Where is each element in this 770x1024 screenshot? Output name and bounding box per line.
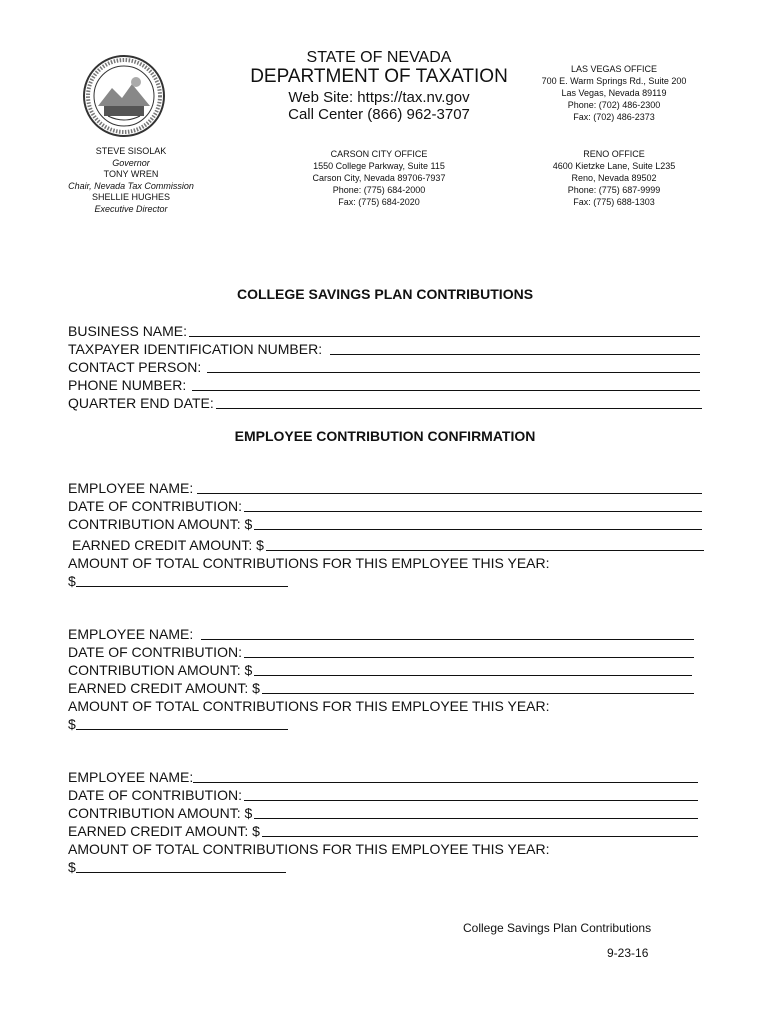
- field-label: BUSINESS NAME:: [68, 323, 188, 339]
- header-department: DEPARTMENT OF TAXATION: [250, 66, 508, 87]
- input-line[interactable]: [76, 858, 286, 873]
- office-line: 1550 College Parkway, Suite 115: [313, 161, 445, 171]
- office-line: Carson City, Nevada 89706-7937: [312, 173, 446, 183]
- business-name-field[interactable]: [68, 322, 700, 340]
- employee-name-field[interactable]: [68, 625, 694, 643]
- contribution-date-field[interactable]: [68, 786, 698, 804]
- office-line: Reno, Nevada 89502: [571, 173, 657, 183]
- field-label: $: [68, 859, 76, 875]
- total-contributions-label: AMOUNT OF TOTAL CONTRIBUTIONS FOR THIS EMPLOYEE THIS YEAR:: [68, 841, 550, 857]
- office-line: CARSON CITY OFFICE: [330, 149, 428, 159]
- nevada-state-seal: [82, 54, 166, 138]
- reno-office: [540, 148, 688, 208]
- field-label: PHONE NUMBER:: [68, 377, 187, 393]
- earned-credit-field[interactable]: [68, 822, 698, 840]
- contribution-date-field[interactable]: [68, 497, 702, 515]
- input-line[interactable]: [254, 515, 702, 530]
- contribution-date-field[interactable]: [68, 643, 694, 661]
- field-label: EARNED CREDIT AMOUNT: $: [68, 680, 260, 696]
- header-state: STATE OF NEVADA: [306, 49, 452, 66]
- header-website: Web Site: https://tax.nv.gov: [288, 89, 470, 106]
- office-line: Las Vegas, Nevada 89119: [561, 88, 667, 98]
- carson-city-office: [300, 148, 458, 208]
- total-contributions-label: AMOUNT OF TOTAL CONTRIBUTIONS FOR THIS EMPLOYEE THIS YEAR:: [68, 555, 550, 571]
- field-label: EARNED CREDIT AMOUNT: $: [72, 537, 264, 553]
- field-label: DATE OF CONTRIBUTION:: [68, 644, 242, 660]
- field-label: DATE OF CONTRIBUTION:: [68, 498, 242, 514]
- las-vegas-office: [540, 63, 688, 123]
- input-line[interactable]: [197, 479, 702, 494]
- header-call-center: Call Center (866) 962-3707: [288, 106, 470, 123]
- taxpayer-id-field[interactable]: [68, 340, 700, 358]
- input-line[interactable]: [244, 643, 694, 658]
- field-label: EMPLOYEE NAME:: [68, 480, 194, 496]
- form-title: COLLEGE SAVINGS PLAN CONTRIBUTIONS: [236, 286, 534, 302]
- official-name: STEVE SISOLAK: [95, 146, 167, 156]
- input-line[interactable]: [254, 661, 692, 676]
- field-label: DATE OF CONTRIBUTION:: [68, 787, 242, 803]
- office-line: 4600 Kietzke Lane, Suite L235: [552, 161, 676, 171]
- input-line[interactable]: [262, 822, 698, 837]
- input-line[interactable]: [330, 340, 700, 355]
- input-line[interactable]: [201, 625, 694, 640]
- input-line[interactable]: [244, 786, 698, 801]
- office-line: 700 E. Warm Springs Rd., Suite 200: [541, 76, 687, 86]
- office-line: Fax: (775) 688-1303: [573, 197, 655, 207]
- office-line: Phone: (702) 486-2300: [567, 100, 661, 110]
- total-contributions-field[interactable]: [68, 858, 286, 876]
- input-line[interactable]: [193, 768, 698, 783]
- input-line[interactable]: [266, 536, 704, 551]
- total-contributions-label: AMOUNT OF TOTAL CONTRIBUTIONS FOR THIS EMPLOYEE THIS YEAR:: [68, 698, 550, 714]
- official-title: Executive Director: [94, 203, 168, 214]
- employee-name-field[interactable]: [68, 479, 702, 497]
- section-title: EMPLOYEE CONTRIBUTION CONFIRMATION: [234, 428, 536, 444]
- contribution-amount-field[interactable]: [68, 661, 692, 679]
- official-name: SHELLIE HUGHES: [91, 192, 171, 202]
- input-line[interactable]: [216, 394, 702, 409]
- field-label: CONTRIBUTION AMOUNT: $: [68, 805, 253, 821]
- office-line: LAS VEGAS OFFICE: [570, 64, 658, 74]
- input-line[interactable]: [262, 679, 694, 694]
- field-label: CONTRIBUTION AMOUNT: $: [68, 662, 253, 678]
- total-contributions-field[interactable]: [68, 715, 288, 733]
- office-line: Fax: (775) 684-2020: [338, 197, 420, 207]
- quarter-end-date-field[interactable]: [68, 394, 702, 412]
- contribution-amount-field[interactable]: [68, 804, 698, 822]
- official-name: TONY WREN: [103, 169, 159, 179]
- field-label: EMPLOYEE NAME:: [68, 769, 194, 785]
- input-line[interactable]: [244, 497, 702, 512]
- input-line[interactable]: [76, 572, 288, 587]
- input-line[interactable]: [76, 715, 288, 730]
- official-title: Chair, Nevada Tax Commission: [68, 180, 194, 191]
- input-line[interactable]: [254, 804, 698, 819]
- field-label: TAXPAYER IDENTIFICATION NUMBER:: [68, 341, 323, 357]
- contribution-amount-field[interactable]: [68, 515, 702, 533]
- total-contributions-field[interactable]: [68, 572, 288, 590]
- earned-credit-field[interactable]: [68, 679, 694, 697]
- field-label: CONTACT PERSON:: [68, 359, 202, 375]
- field-label: QUARTER END DATE:: [68, 395, 214, 411]
- official-title: Governor: [112, 157, 150, 168]
- office-line: Phone: (775) 684-2000: [332, 185, 426, 195]
- field-label: EARNED CREDIT AMOUNT: $: [68, 823, 260, 839]
- officials-list: [60, 146, 202, 215]
- footer-form-name: College Savings Plan Contributions: [463, 921, 652, 935]
- field-label: $: [68, 716, 76, 732]
- footer-revision-date: 9-23-16: [607, 946, 649, 960]
- employee-name-field[interactable]: [68, 768, 698, 786]
- office-line: RENO OFFICE: [583, 149, 645, 159]
- phone-number-field[interactable]: [68, 376, 700, 394]
- earned-credit-field[interactable]: [72, 536, 704, 554]
- input-line[interactable]: [189, 322, 700, 337]
- field-label: $: [68, 573, 76, 589]
- field-label: CONTRIBUTION AMOUNT: $: [68, 516, 253, 532]
- input-line[interactable]: [207, 358, 700, 373]
- contact-person-field[interactable]: [68, 358, 700, 376]
- office-line: Phone: (775) 687-9999: [567, 185, 661, 195]
- input-line[interactable]: [192, 376, 700, 391]
- field-label: EMPLOYEE NAME:: [68, 626, 194, 642]
- office-line: Fax: (702) 486-2373: [573, 112, 655, 122]
